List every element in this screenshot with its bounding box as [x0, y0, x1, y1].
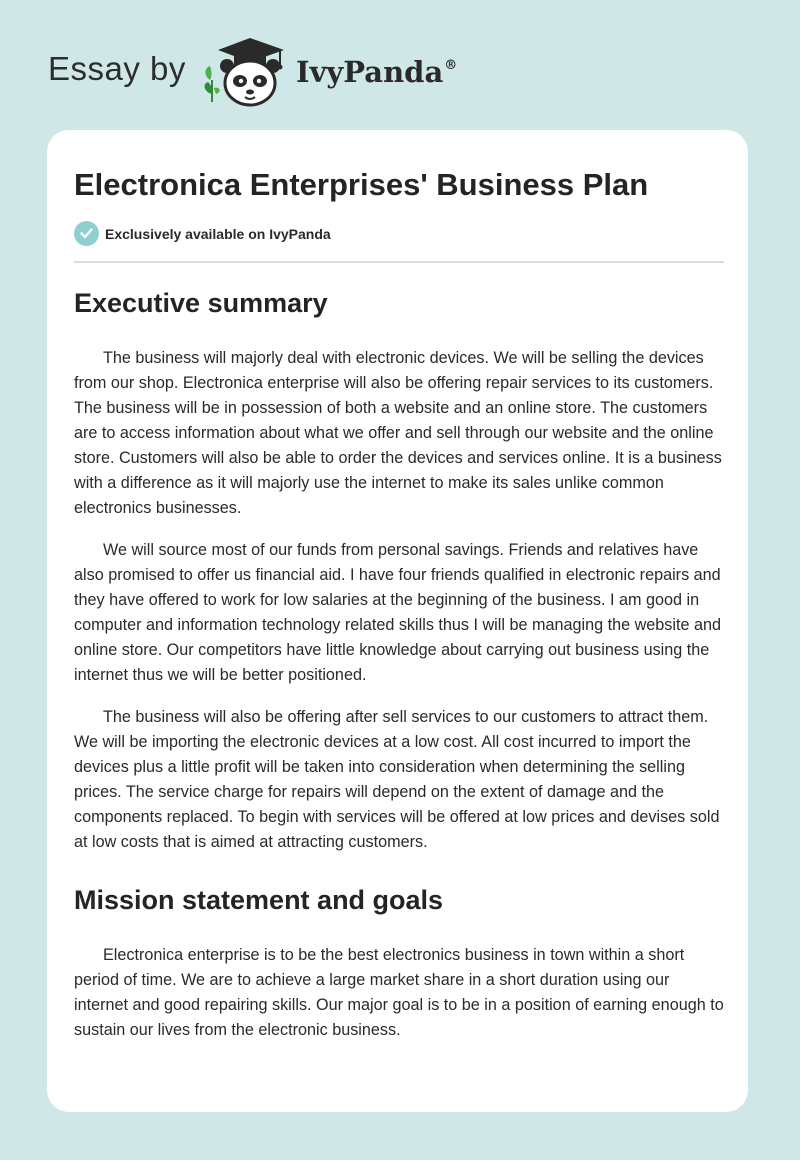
check-icon [74, 221, 99, 246]
section-heading-executive-summary: Executive summary [74, 288, 328, 318]
page-title: Electronica Enterprises' Business Plan [74, 167, 649, 202]
paragraph: The business will majorly deal with electronic devices. We will be selling the devices from our shop. Electronica enterprise will also be offering repair services to its customers. The business will be in possession of both a website and an online store. The customers are to access information about what we offer and sell through our website and the online store. Customers will also be able to order the devices and services online. It is a business with a difference as it will majorly use the internet to make its sales unlike common electronics businesses. [74, 349, 722, 517]
paragraph: Electronica enterprise is to be the best electronics business in town within a short period of time. We are to achieve a large market share in a short duration using our internet and good repairing skills. Our major goal is to be in a position of earning enough to sustain our lives from the electronic business. [74, 946, 724, 1039]
brand-name[interactable]: IvyPanda® [296, 55, 458, 89]
paragraph: We will source most of our funds from personal savings. Friends and relatives have also promised to offer us financial aid. I have four friends qualified in electronic repairs and they have offered to work for low salaries at the beginning of the business. I am good in computer and information technology related skills thus I will be managing the website and online store. Our competitors have little knowledge about carrying out business using the internet thus we will be better positioned. [74, 541, 721, 684]
registered-mark: ® [444, 58, 458, 74]
section-heading-mission: Mission statement and goals [74, 885, 444, 915]
paragraph: The business will also be offering after sell services to our customers to attract them. We will be importing the electronic devices at a low cost. All cost incurred to import the devices plus a little profit will be taken into consideration when determining the selling prices. The service charge for repairs will depend on the extent of damage and the components replaced. To begin with services will be offered at low prices and devises sold at low costs that is aimed at attracting customers. [74, 708, 720, 851]
essay-body [74, 280, 724, 1060]
exclusive-label: Exclusively available on IvyPanda [105, 225, 331, 242]
exclusive-badge [74, 221, 331, 246]
divider [74, 261, 724, 263]
essay-by-label: Essay by [48, 50, 186, 87]
ivypanda-logo-icon[interactable] [200, 36, 292, 108]
site-header [0, 0, 800, 120]
